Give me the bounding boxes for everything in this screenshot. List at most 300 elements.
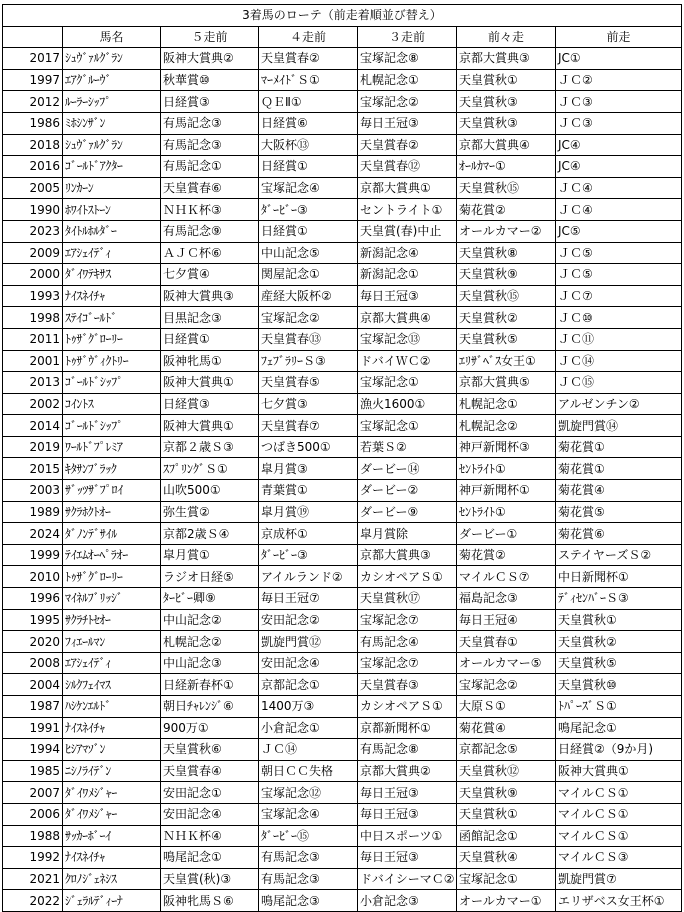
race-2-cell: 天皇賞秋① bbox=[457, 803, 556, 825]
race-5-cell: 阪神大賞典③ bbox=[161, 285, 259, 307]
table-row bbox=[3, 112, 682, 134]
race-1-cell: ＪＣ② bbox=[556, 69, 682, 91]
race-2-cell: 天皇賞秋⑨ bbox=[457, 782, 556, 804]
race-1-cell: 凱旋門賞⑭ bbox=[556, 415, 682, 437]
year-cell: 1996 bbox=[3, 588, 63, 610]
year-cell: 2021 bbox=[3, 868, 63, 890]
race-2-cell: 天皇賞秋② bbox=[457, 307, 556, 329]
race-5-cell: 有馬記念③ bbox=[161, 112, 259, 134]
horse-name-cell: ﾙｰﾗｰｼｯﾌﾟ bbox=[63, 91, 161, 113]
race-3-cell: カシオペアＳ① bbox=[358, 696, 457, 718]
race-5-cell: 京都２歳Ｓ③ bbox=[161, 436, 259, 458]
race-3-cell: 京都大賞典② bbox=[358, 760, 457, 782]
race-2-cell: 神戸新聞杯③ bbox=[457, 436, 556, 458]
race-3-cell: 毎日王冠③ bbox=[358, 782, 457, 804]
race-3-cell: 宝塚記念② bbox=[358, 91, 457, 113]
race-5-cell: 札幌記念② bbox=[161, 631, 259, 653]
race-3-cell: 新潟記念① bbox=[358, 264, 457, 286]
race-1-cell: ＪＣ⑤ bbox=[556, 264, 682, 286]
table-row bbox=[3, 523, 682, 545]
race-1-cell: ﾃﾞｨｾﾝﾊﾞｰＳ③ bbox=[556, 588, 682, 610]
race-1-cell: 阪神大賞典① bbox=[556, 760, 682, 782]
horse-name-cell: ﾐﾎｼﾝｻﾞﾝ bbox=[63, 112, 161, 134]
race-2-cell: ｾﾝﾄﾗｲﾄ① bbox=[457, 458, 556, 480]
race-4-cell: 安田記念④ bbox=[259, 652, 358, 674]
horse-name-cell: ｺﾞｰﾙﾄﾞｼｯﾌﾟ bbox=[63, 415, 161, 437]
race-1-cell: マイルＣＳ③ bbox=[556, 847, 682, 869]
race-2-cell: ダービー① bbox=[457, 523, 556, 545]
race-2-cell: 天皇賞秋⑫ bbox=[457, 760, 556, 782]
race-2-cell: 函館記念① bbox=[457, 825, 556, 847]
race-5-cell: ＮＨＫ杯③ bbox=[161, 199, 259, 221]
horse-name-cell: ﾃｲｴﾑｵｰﾍﾟﾗｵｰ bbox=[63, 544, 161, 566]
race-2-cell: 神戸新聞杯① bbox=[457, 480, 556, 502]
race-5-cell: ｽﾌﾟﾘﾝｸﾞＳ① bbox=[161, 458, 259, 480]
table-row bbox=[3, 220, 682, 242]
race-1-cell: ＪＣ③ bbox=[556, 91, 682, 113]
race-4-cell: 毎日王冠⑦ bbox=[259, 588, 358, 610]
year-cell: 2023 bbox=[3, 220, 63, 242]
race-5-cell: 中山記念② bbox=[161, 609, 259, 631]
race-5-cell: 有馬記念③ bbox=[161, 134, 259, 156]
table-row bbox=[3, 177, 682, 199]
race-4-cell: 宝塚記念④ bbox=[259, 803, 358, 825]
year-cell: 2012 bbox=[3, 91, 63, 113]
year-cell: 2014 bbox=[3, 415, 63, 437]
year-cell: 1987 bbox=[3, 696, 63, 718]
race-4-cell: 鳴尾記念③ bbox=[259, 890, 358, 912]
race-1-cell: アルゼンチン② bbox=[556, 393, 682, 415]
table-row bbox=[3, 458, 682, 480]
race-5-cell: 900万① bbox=[161, 717, 259, 739]
race-1-cell: JC⑤ bbox=[556, 220, 682, 242]
race-3-cell: 中日スポーツ① bbox=[358, 825, 457, 847]
race-1-cell: ＪＣ⑭ bbox=[556, 350, 682, 372]
year-cell: 2016 bbox=[3, 156, 63, 178]
race-2-cell: 大原Ｓ① bbox=[457, 696, 556, 718]
race-3-cell: 京都新聞杯① bbox=[358, 717, 457, 739]
horse-name-cell: ﾅｲｽﾈｲﾁｬ bbox=[63, 847, 161, 869]
table-row bbox=[3, 199, 682, 221]
race-3-cell: ダービー⑭ bbox=[358, 458, 457, 480]
race-1-cell: ﾄﾊﾟｰｽﾞＳ① bbox=[556, 696, 682, 718]
race-1-cell: JC① bbox=[556, 48, 682, 70]
race-1-cell: 鳴尾記念① bbox=[556, 717, 682, 739]
race-4-cell: 関屋記念① bbox=[259, 264, 358, 286]
race-3-cell: 毎日王冠③ bbox=[358, 847, 457, 869]
race-5-cell: 安田記念④ bbox=[161, 803, 259, 825]
year-cell: 1999 bbox=[3, 544, 63, 566]
race-5-cell: 京都2歳Ｓ④ bbox=[161, 523, 259, 545]
race-5-cell: 中山記念③ bbox=[161, 652, 259, 674]
year-cell: 2013 bbox=[3, 372, 63, 394]
race-2-cell: 宝塚記念② bbox=[457, 674, 556, 696]
race-2-cell: オールカマー① bbox=[457, 890, 556, 912]
race-4-cell: 日経賞① bbox=[259, 220, 358, 242]
table-row bbox=[3, 890, 682, 912]
race-4-cell: 1400万③ bbox=[259, 696, 358, 718]
race-1-cell: ＪＣ④ bbox=[556, 199, 682, 221]
horse-name-cell: ﾀﾞｲﾜﾃｷｻｽ bbox=[63, 264, 161, 286]
race-2-cell: 札幌記念① bbox=[457, 393, 556, 415]
horse-name-cell: ﾎﾜｲﾄｽﾄｰﾝ bbox=[63, 199, 161, 221]
race-5-cell: ＮＨＫ杯④ bbox=[161, 825, 259, 847]
race-2-cell: オールカマー⑤ bbox=[457, 652, 556, 674]
year-cell: 1988 bbox=[3, 825, 63, 847]
race-1-cell: 天皇賞秋① bbox=[556, 609, 682, 631]
race-4-cell: 日経賞⑥ bbox=[259, 112, 358, 134]
race-5-cell: 山吹500① bbox=[161, 480, 259, 502]
year-cell: 2006 bbox=[3, 803, 63, 825]
horse-name-cell: ﾋｼｱﾏｿﾞﾝ bbox=[63, 739, 161, 761]
race-4-cell: ﾀﾞｰﾋﾞｰ③ bbox=[259, 199, 358, 221]
year-cell: 1986 bbox=[3, 112, 63, 134]
horse-name-cell: ﾀﾞﾉﾝﾃﾞｻｲﾙ bbox=[63, 523, 161, 545]
race-2-cell: 毎日王冠④ bbox=[457, 609, 556, 631]
horse-name-cell: ｺﾞｰﾙﾄﾞｼｯﾌﾟ bbox=[63, 372, 161, 394]
race-2-cell: 天皇賞秋⑨ bbox=[457, 264, 556, 286]
year-cell: 2000 bbox=[3, 264, 63, 286]
race-3-cell: 宝塚記念⑦ bbox=[358, 609, 457, 631]
year-cell: 2018 bbox=[3, 134, 63, 156]
race-3-cell: ドバイシーマＣ② bbox=[358, 868, 457, 890]
race-1-cell: 天皇賞秋⑩ bbox=[556, 674, 682, 696]
race-5-cell: 天皇賞(秋)③ bbox=[161, 868, 259, 890]
horse-name-cell: ｺｲﾝﾄｽ bbox=[63, 393, 161, 415]
year-cell: 1995 bbox=[3, 609, 63, 631]
table-row bbox=[3, 328, 682, 350]
year-cell: 2010 bbox=[3, 566, 63, 588]
race-1-cell: ＪＣ④ bbox=[556, 177, 682, 199]
table-row bbox=[3, 847, 682, 869]
year-cell: 1992 bbox=[3, 847, 63, 869]
race-3-cell: 漁火1600① bbox=[358, 393, 457, 415]
race-5-cell: 日経新春杯① bbox=[161, 674, 259, 696]
table-row bbox=[3, 48, 682, 70]
horse-name-cell: ｼｭｳﾞｧﾙｸﾞﾗﾝ bbox=[63, 48, 161, 70]
race-3-cell: 有馬記念④ bbox=[358, 631, 457, 653]
race-1-cell: JC④ bbox=[556, 156, 682, 178]
table-row bbox=[3, 803, 682, 825]
horse-name-cell: ｼｭｳﾞｧﾙｸﾞﾗﾝ bbox=[63, 134, 161, 156]
race-2-cell: 京都大賞典④ bbox=[457, 134, 556, 156]
race-2-cell: マイルＣＳ⑦ bbox=[457, 566, 556, 588]
race-2-cell: 天皇賞春① bbox=[457, 631, 556, 653]
race-3-cell: 毎日王冠③ bbox=[358, 803, 457, 825]
race-5-cell: ＡＪＣ杯⑥ bbox=[161, 242, 259, 264]
race-4-cell: 日経賞① bbox=[259, 156, 358, 178]
race-2-cell: 天皇賞秋③ bbox=[457, 112, 556, 134]
race-1-cell: 天皇賞秋⑤ bbox=[556, 652, 682, 674]
race-5-cell: 朝日ﾁｬﾚﾝｼﾞ⑥ bbox=[161, 696, 259, 718]
race-1-cell: 菊花賞① bbox=[556, 458, 682, 480]
race-1-cell: 凱旋門賞⑦ bbox=[556, 868, 682, 890]
race-1-cell: 菊花賞⑥ bbox=[556, 523, 682, 545]
year-cell: 1994 bbox=[3, 739, 63, 761]
horse-name-cell: ｻｯｶｰﾎﾞｰｲ bbox=[63, 825, 161, 847]
race-1-cell: 菊花賞① bbox=[556, 436, 682, 458]
race-2-cell: ｾﾝﾄﾗｲﾄ① bbox=[457, 501, 556, 523]
race-5-cell: 天皇賞秋⑥ bbox=[161, 739, 259, 761]
table-row bbox=[3, 652, 682, 674]
race-5-cell: 有馬記念⑨ bbox=[161, 220, 259, 242]
race-3-cell: 京都大賞典③ bbox=[358, 544, 457, 566]
table-row bbox=[3, 696, 682, 718]
race-2-cell: オールカマー② bbox=[457, 220, 556, 242]
table-title: 3着馬のローテ（前走着順並び替え） bbox=[3, 5, 682, 27]
horse-name-cell: ﾅｲｽﾈｲﾁｬ bbox=[63, 717, 161, 739]
race-3-cell: ダービー② bbox=[358, 480, 457, 502]
year-cell: 2001 bbox=[3, 350, 63, 372]
race-2-cell: 天皇賞秋④ bbox=[457, 847, 556, 869]
race-5-cell: 皐月賞① bbox=[161, 544, 259, 566]
table-row bbox=[3, 264, 682, 286]
table-row bbox=[3, 782, 682, 804]
header-2-races-ago: 前々走 bbox=[457, 26, 556, 48]
table-row bbox=[3, 307, 682, 329]
race-4-cell: 宝塚記念⑫ bbox=[259, 782, 358, 804]
race-3-cell: 有馬記念⑧ bbox=[358, 739, 457, 761]
race-5-cell: 阪神牝馬Ｓ⑥ bbox=[161, 890, 259, 912]
table-row bbox=[3, 544, 682, 566]
year-cell: 2004 bbox=[3, 674, 63, 696]
race-2-cell: 菊花賞② bbox=[457, 544, 556, 566]
race-3-cell: ダービー⑨ bbox=[358, 501, 457, 523]
year-cell: 1998 bbox=[3, 307, 63, 329]
race-5-cell: ラジオ日経⑤ bbox=[161, 566, 259, 588]
year-cell: 2017 bbox=[3, 48, 63, 70]
race-1-cell: 日経賞②（9か月) bbox=[556, 739, 682, 761]
race-1-cell: ステイヤーズＳ② bbox=[556, 544, 682, 566]
table-row bbox=[3, 91, 682, 113]
year-cell: 1993 bbox=[3, 285, 63, 307]
horse-name-cell: ﾅｲｽﾈｲﾁｬ bbox=[63, 285, 161, 307]
race-1-cell: ＪＣ⑮ bbox=[556, 372, 682, 394]
horse-name-cell: ﾄｩｻﾞｸﾞﾛｰﾘｰ bbox=[63, 328, 161, 350]
race-2-cell: 札幌記念② bbox=[457, 415, 556, 437]
year-cell: 2011 bbox=[3, 328, 63, 350]
race-4-cell: 天皇賞春⑬ bbox=[259, 328, 358, 350]
race-4-cell: 青葉賞① bbox=[259, 480, 358, 502]
header-5-races-ago: ５走前 bbox=[161, 26, 259, 48]
race-1-cell: マイルＣＳ① bbox=[556, 782, 682, 804]
year-cell: 2007 bbox=[3, 782, 63, 804]
year-cell: 1989 bbox=[3, 501, 63, 523]
race-2-cell: 天皇賞秋⑮ bbox=[457, 177, 556, 199]
horse-name-cell: ｴｱｼｪｲﾃﾞｨ bbox=[63, 242, 161, 264]
race-5-cell: 有馬記念① bbox=[161, 156, 259, 178]
race-5-cell: 阪神大賞典① bbox=[161, 372, 259, 394]
table-row bbox=[3, 760, 682, 782]
table-row bbox=[3, 350, 682, 372]
race-1-cell: エリザベス女王杯① bbox=[556, 890, 682, 912]
horse-name-cell: ｸﾛﾉｼﾞｪﾈｼｽ bbox=[63, 868, 161, 890]
race-4-cell: 中山記念⑤ bbox=[259, 242, 358, 264]
race-2-cell: 天皇賞秋⑧ bbox=[457, 242, 556, 264]
race-3-cell: カシオペアＳ① bbox=[358, 566, 457, 588]
table-row bbox=[3, 436, 682, 458]
header-last-race: 前走 bbox=[556, 26, 682, 48]
race-4-cell: 皐月賞⑲ bbox=[259, 501, 358, 523]
race-3-cell: 京都大賞典① bbox=[358, 177, 457, 199]
race-4-cell: 京都記念① bbox=[259, 674, 358, 696]
race-1-cell: 菊花賞⑤ bbox=[556, 501, 682, 523]
table-row bbox=[3, 69, 682, 91]
horse-name-cell: ﾘﾝｶｰﾝ bbox=[63, 177, 161, 199]
race-1-cell: 菊花賞④ bbox=[556, 480, 682, 502]
race-3-cell: 若葉Ｓ② bbox=[358, 436, 457, 458]
race-1-cell: ＪＣ③ bbox=[556, 112, 682, 134]
race-4-cell: 天皇賞春⑤ bbox=[259, 372, 358, 394]
year-cell: 2022 bbox=[3, 890, 63, 912]
race-4-cell: 凱旋門賞⑫ bbox=[259, 631, 358, 653]
year-cell: 2008 bbox=[3, 652, 63, 674]
year-cell: 2015 bbox=[3, 458, 63, 480]
race-5-cell: 安田記念① bbox=[161, 782, 259, 804]
race-3-cell: 天皇賞秋⑰ bbox=[358, 588, 457, 610]
race-3-cell: 天皇賞(春)中止 bbox=[358, 220, 457, 242]
horse-name-cell: ﾆｼﾉﾗｲﾃﾞﾝ bbox=[63, 760, 161, 782]
horse-name-cell: ﾀｲﾄﾙﾎﾙﾀﾞｰ bbox=[63, 220, 161, 242]
race-4-cell: ﾀﾞｰﾋﾞｰ⑮ bbox=[259, 825, 358, 847]
race-5-cell: 阪神牝馬① bbox=[161, 350, 259, 372]
table-row bbox=[3, 717, 682, 739]
race-3-cell: 毎日王冠③ bbox=[358, 112, 457, 134]
race-2-cell: 宝塚記念① bbox=[457, 868, 556, 890]
race-3-cell: 宝塚記念① bbox=[358, 372, 457, 394]
race-3-cell: 札幌記念① bbox=[358, 69, 457, 91]
race-4-cell: 安田記念② bbox=[259, 609, 358, 631]
table-row bbox=[3, 588, 682, 610]
race-5-cell: 目黒記念③ bbox=[161, 307, 259, 329]
race-2-cell: 京都大賞典③ bbox=[457, 48, 556, 70]
race-5-cell: 秋華賞⑩ bbox=[161, 69, 259, 91]
table-row bbox=[3, 372, 682, 394]
race-3-cell: 天皇賞春② bbox=[358, 134, 457, 156]
header-year bbox=[3, 26, 63, 48]
header-row bbox=[3, 26, 682, 48]
race-4-cell: 天皇賞春⑦ bbox=[259, 415, 358, 437]
race-5-cell: 日経賞③ bbox=[161, 393, 259, 415]
year-cell: 2009 bbox=[3, 242, 63, 264]
race-1-cell: ＪＣ⑤ bbox=[556, 242, 682, 264]
race-1-cell: JC④ bbox=[556, 134, 682, 156]
race-4-cell: 有馬記念③ bbox=[259, 847, 358, 869]
table-row bbox=[3, 134, 682, 156]
race-4-cell: 有馬記念③ bbox=[259, 868, 358, 890]
table-row bbox=[3, 242, 682, 264]
race-5-cell: 日経賞① bbox=[161, 328, 259, 350]
race-5-cell: 阪神大賞典① bbox=[161, 415, 259, 437]
header-3-races-ago: ３走前 bbox=[358, 26, 457, 48]
year-cell: 2020 bbox=[3, 631, 63, 653]
rotation-table bbox=[2, 4, 682, 912]
race-2-cell: ｴﾘｻﾞﾍﾞｽ女王① bbox=[457, 350, 556, 372]
race-1-cell: マイルＣＳ① bbox=[556, 803, 682, 825]
horse-name-cell: ﾊｼｹﾝｴﾙﾄﾞ bbox=[63, 696, 161, 718]
race-1-cell: 中日新聞杯① bbox=[556, 566, 682, 588]
table-row bbox=[3, 566, 682, 588]
race-2-cell: 天皇賞秋① bbox=[457, 69, 556, 91]
race-2-cell: 天皇賞秋⑮ bbox=[457, 285, 556, 307]
race-1-cell: ＪＣ⑪ bbox=[556, 328, 682, 350]
horse-name-cell: ｻｸﾗﾁﾄｾｵｰ bbox=[63, 609, 161, 631]
table-row bbox=[3, 501, 682, 523]
race-3-cell: ドバイＷＣ② bbox=[358, 350, 457, 372]
race-4-cell: ﾏｰﾒｲﾄﾞＳ① bbox=[259, 69, 358, 91]
horse-name-cell: ｼﾞｪﾗﾙﾃﾞｨｰﾅ bbox=[63, 890, 161, 912]
race-4-cell: 京成杯① bbox=[259, 523, 358, 545]
horse-name-cell: ﾜｰﾙﾄﾞﾌﾟﾚﾐｱ bbox=[63, 436, 161, 458]
race-5-cell: 天皇賞春④ bbox=[161, 760, 259, 782]
race-4-cell: つばき500① bbox=[259, 436, 358, 458]
table-row bbox=[3, 739, 682, 761]
race-5-cell: ﾀｰﾋﾞｰ卿⑨ bbox=[161, 588, 259, 610]
race-4-cell: 宝塚記念④ bbox=[259, 177, 358, 199]
year-cell: 1985 bbox=[3, 760, 63, 782]
horse-name-cell: ｴｱｸﾞﾙｰｳﾞ bbox=[63, 69, 161, 91]
race-2-cell: ｵｰﾙｶﾏｰ① bbox=[457, 156, 556, 178]
race-4-cell: アイルランド② bbox=[259, 566, 358, 588]
race-3-cell: 天皇賞春③ bbox=[358, 674, 457, 696]
horse-name-cell: ｴｱｼｪｲﾃﾞｨ bbox=[63, 652, 161, 674]
table-row bbox=[3, 156, 682, 178]
header-horse-name: 馬名 bbox=[63, 26, 161, 48]
horse-name-cell: ﾀﾞｲﾜﾒｼﾞｬｰ bbox=[63, 782, 161, 804]
race-4-cell: 七夕賞③ bbox=[259, 393, 358, 415]
race-4-cell: 小倉記念① bbox=[259, 717, 358, 739]
race-3-cell: 宝塚記念① bbox=[358, 415, 457, 437]
race-4-cell: ＪＣ⑭ bbox=[259, 739, 358, 761]
race-2-cell: 菊花賞② bbox=[457, 199, 556, 221]
race-4-cell: 産経大阪杯② bbox=[259, 285, 358, 307]
race-3-cell: 天皇賞春⑫ bbox=[358, 156, 457, 178]
race-4-cell: 朝日ＣＣ失格 bbox=[259, 760, 358, 782]
table-row bbox=[3, 631, 682, 653]
race-4-cell: 天皇賞春② bbox=[259, 48, 358, 70]
race-2-cell: 菊花賞④ bbox=[457, 717, 556, 739]
year-cell: 2002 bbox=[3, 393, 63, 415]
race-3-cell: 宝塚記念⑬ bbox=[358, 328, 457, 350]
horse-name-cell: ﾄｩｻﾞｳﾞｨｸﾄﾘｰ bbox=[63, 350, 161, 372]
race-1-cell: ＪＣ⑦ bbox=[556, 285, 682, 307]
horse-name-cell: ﾏｲﾈﾙﾌﾞﾘｯｼﾞ bbox=[63, 588, 161, 610]
horse-name-cell: ｺﾞｰﾙﾄﾞｱｸﾀｰ bbox=[63, 156, 161, 178]
table-row bbox=[3, 393, 682, 415]
horse-name-cell: ｷﾀｻﾝﾌﾞﾗｯｸ bbox=[63, 458, 161, 480]
race-4-cell: ﾌｪﾌﾞﾗﾘｰＳ③ bbox=[259, 350, 358, 372]
horse-name-cell: ｻｸﾗﾎｸﾄｵｰ bbox=[63, 501, 161, 523]
race-3-cell: 小倉記念③ bbox=[358, 890, 457, 912]
race-2-cell: 京都大賞典⑤ bbox=[457, 372, 556, 394]
table-row bbox=[3, 674, 682, 696]
race-3-cell: セントライト① bbox=[358, 199, 457, 221]
race-4-cell: 宝塚記念② bbox=[259, 307, 358, 329]
year-cell: 1997 bbox=[3, 69, 63, 91]
race-1-cell: 天皇賞秋② bbox=[556, 631, 682, 653]
race-3-cell: 皐月賞除 bbox=[358, 523, 457, 545]
race-5-cell: 天皇賞春⑥ bbox=[161, 177, 259, 199]
horse-name-cell: ｻﾞｯﾂｻﾞﾌﾟﾛｲ bbox=[63, 480, 161, 502]
race-3-cell: 宝塚記念⑦ bbox=[358, 652, 457, 674]
year-cell: 2005 bbox=[3, 177, 63, 199]
race-5-cell: 阪神大賞典② bbox=[161, 48, 259, 70]
race-2-cell: 京都記念⑤ bbox=[457, 739, 556, 761]
horse-name-cell: ｽﾃｲｺﾞｰﾙﾄﾞ bbox=[63, 307, 161, 329]
race-2-cell: 福島記念③ bbox=[457, 588, 556, 610]
race-5-cell: 七夕賞④ bbox=[161, 264, 259, 286]
race-1-cell: マイルＣＳ① bbox=[556, 825, 682, 847]
